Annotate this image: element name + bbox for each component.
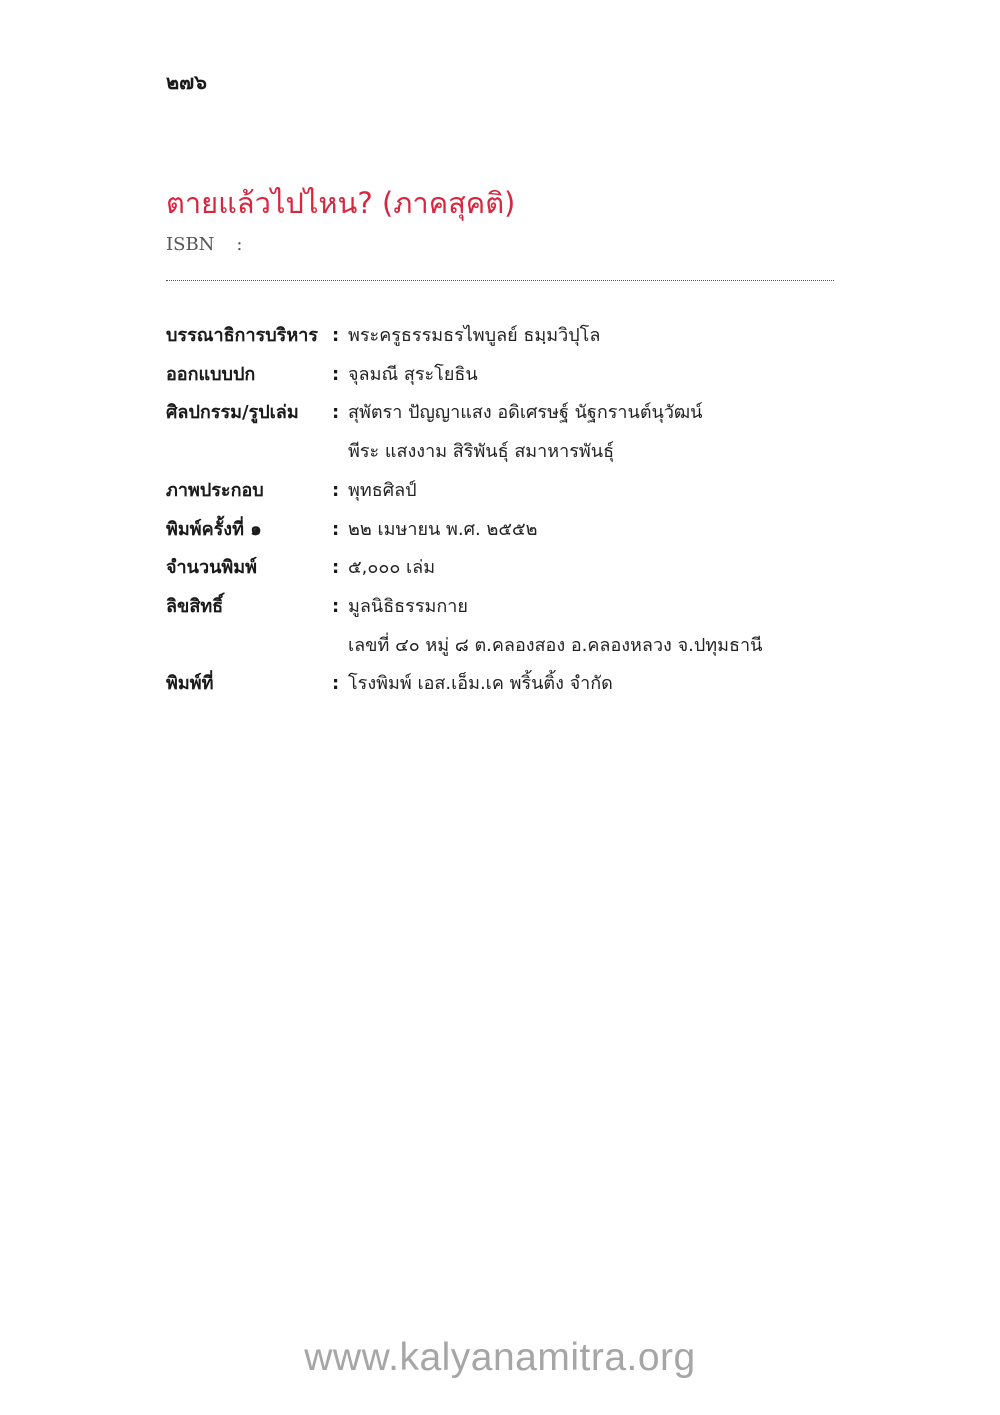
credit-values — [348, 665, 846, 704]
credit-value: สุพัตรา ปัญญาแสง อดิเศรษฐ์ นัฐกรานต์นุวัฒน์ — [348, 402, 703, 424]
credit-row-printer — [166, 665, 846, 704]
credit-colon: : — [332, 479, 340, 501]
credit-label: ภาพประกอบ — [166, 479, 264, 501]
credit-value: โรงพิมพ์ เอส.เอ็ม.เค พริ้นติ้ง จำกัด — [348, 673, 613, 695]
credit-values — [348, 588, 846, 665]
credit-value: พีระ แสงงาม สิริพันธุ์ สมาหารพันธุ์ — [348, 441, 615, 463]
credit-colon: : — [332, 363, 340, 385]
page-number: ๒๗๖ — [166, 70, 207, 94]
credit-colon: : — [332, 557, 340, 579]
credit-value: เลขที่ ๔๐ หมู่ ๘ ต.คลองสอง อ.คลองหลวง จ.ปทุมธานี — [348, 634, 763, 656]
credit-values — [348, 356, 846, 395]
isbn-separator: : — [236, 234, 243, 255]
credit-row-cover-design — [166, 356, 846, 395]
credit-row-editor — [166, 317, 846, 356]
credit-row-copyright — [166, 588, 846, 665]
credit-value: พุทธศิลป์ — [348, 479, 417, 501]
isbn-label: ISBN — [166, 234, 215, 255]
credit-value: ๕,๐๐๐ เล่ม — [348, 557, 436, 579]
credit-values — [348, 549, 846, 588]
book-title: ตายแล้วไปไหน? (ภาคสุคติ) — [166, 186, 516, 220]
credit-label: ออกแบบปก — [166, 363, 256, 385]
credit-value: จุลมณี สุระโยธิน — [348, 363, 478, 385]
website-watermark: www.kalyanamitra.org — [304, 1336, 696, 1379]
credits-list — [166, 317, 846, 704]
credit-colon: : — [332, 325, 340, 346]
credit-value: พระครูธรรมธรไพบูลย์ ธมฺมวิปุโล — [348, 325, 601, 346]
credit-label: ศิลปกรรม/รูปเล่ม — [166, 402, 299, 424]
credit-row-print-run — [166, 549, 846, 588]
credit-values — [348, 317, 846, 356]
credit-row-illustration — [166, 472, 846, 511]
isbn-line — [166, 234, 243, 255]
credit-label: ลิขสิทธิ์ — [166, 595, 224, 617]
credit-label: พิมพ์ครั้งที่ ๑ — [166, 518, 262, 540]
credit-values — [348, 394, 846, 471]
credit-label: บรรณาธิการบริหาร — [166, 325, 318, 346]
credit-colon: : — [332, 518, 340, 540]
credit-label: จำนวนพิมพ์ — [166, 557, 257, 579]
credit-row-first-print — [166, 511, 846, 550]
credit-values — [348, 511, 846, 550]
credit-row-artwork — [166, 394, 846, 471]
credit-value: ๒๒ เมษายน พ.ศ. ๒๕๕๒ — [348, 518, 538, 540]
dotted-divider — [166, 280, 834, 281]
credit-values — [348, 472, 846, 511]
credit-label: พิมพ์ที่ — [166, 673, 214, 695]
credit-colon: : — [332, 402, 340, 424]
credit-colon: : — [332, 673, 340, 695]
credit-value: มูลนิธิธรรมกาย — [348, 595, 468, 617]
credit-colon: : — [332, 595, 340, 617]
